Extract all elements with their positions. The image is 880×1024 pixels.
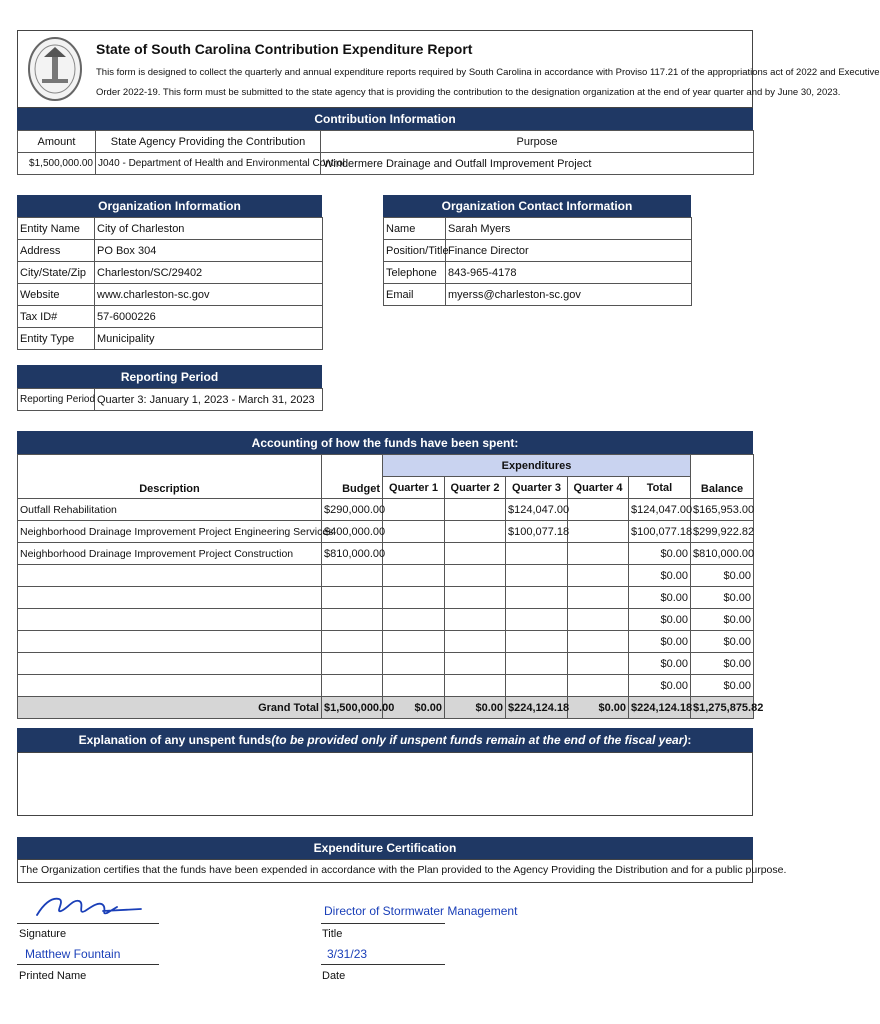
row-description xyxy=(18,565,322,587)
row-quarter4 xyxy=(568,609,629,631)
contact-value: 843-965-4178 xyxy=(446,262,692,284)
row-quarter3 xyxy=(506,653,568,675)
contact-row xyxy=(384,284,692,306)
row-balance: $0.00 xyxy=(691,675,754,697)
row-quarter4 xyxy=(568,631,629,653)
row-budget xyxy=(322,565,383,587)
row-quarter2 xyxy=(445,653,506,675)
row-description xyxy=(18,587,322,609)
table-row xyxy=(18,675,754,697)
row-quarter4 xyxy=(568,499,629,521)
date-label: Date xyxy=(322,970,346,982)
grand-total-label: Grand Total xyxy=(18,697,322,719)
title-label: Title xyxy=(322,928,343,940)
org-info-value: Municipality xyxy=(95,328,323,350)
table-row xyxy=(18,521,754,543)
row-balance: $165,953.00 xyxy=(691,499,754,521)
row-balance: $0.00 xyxy=(691,565,754,587)
row-quarter4 xyxy=(568,543,629,565)
table-row xyxy=(18,587,754,609)
contact-label: Email xyxy=(384,284,446,306)
row-budget xyxy=(322,631,383,653)
contact-row xyxy=(384,218,692,240)
grand-total-total: $224,124.18 xyxy=(629,697,691,719)
row-total: $0.00 xyxy=(629,675,691,697)
table-row xyxy=(18,609,754,631)
row-quarter2 xyxy=(445,521,506,543)
row-budget: $810,000.00 xyxy=(322,543,383,565)
contact-info-heading: Organization Contact Information xyxy=(383,195,691,217)
row-quarter2 xyxy=(445,499,506,521)
org-info-row xyxy=(18,306,323,328)
org-info-label: Entity Name xyxy=(18,218,95,240)
signature-line xyxy=(17,892,159,924)
budget-header: Budget xyxy=(322,455,383,499)
row-quarter2 xyxy=(445,587,506,609)
report-description-line1: This form is designed to collect the quarterly and annual expenditure reports required by South Carolina in accordance with Proviso 117.21 of the appropriations act of 2022 and Executive xyxy=(96,67,880,78)
row-quarter3: $100,077.18 xyxy=(506,521,568,543)
printed-name-value[interactable]: Matthew Fountain xyxy=(17,947,159,965)
report-title: State of South Carolina Contribution Expenditure Report xyxy=(96,41,473,57)
row-quarter4 xyxy=(568,653,629,675)
row-balance: $0.00 xyxy=(691,653,754,675)
purpose-header: Purpose xyxy=(321,131,754,153)
state-seal-icon xyxy=(26,35,84,103)
org-info-table xyxy=(17,217,323,350)
handwritten-signature xyxy=(33,893,143,923)
row-description: Neighborhood Drainage Improvement Project Engineering Services xyxy=(18,521,322,543)
grand-total-q4: $0.00 xyxy=(568,697,629,719)
grand-total-balance: $1,275,875.82 xyxy=(691,697,754,719)
contact-value: Sarah Myers xyxy=(446,218,692,240)
explanation-heading-end: : xyxy=(687,733,692,747)
certification-statement: The Organization certifies that the funds have been expended in accordance with the Plan provided to the Agency Providing the Distribution and for a public purpose. xyxy=(17,859,753,883)
org-info-row xyxy=(18,240,323,262)
contact-info-table xyxy=(383,217,692,306)
row-description xyxy=(18,675,322,697)
grand-total-q2: $0.00 xyxy=(445,697,506,719)
agency-header: State Agency Providing the Contribution xyxy=(96,131,321,153)
printed-name-label: Printed Name xyxy=(19,970,87,982)
grand-total-budget: $1,500,000.00 xyxy=(322,697,383,719)
contact-label: Name xyxy=(384,218,446,240)
row-total: $0.00 xyxy=(629,587,691,609)
row-quarter3 xyxy=(506,631,568,653)
expenditures-header: Expenditures xyxy=(383,455,691,477)
contact-value: Finance Director xyxy=(446,240,692,262)
row-quarter2 xyxy=(445,565,506,587)
date-value[interactable]: 3/31/23 xyxy=(321,947,445,965)
row-balance: $0.00 xyxy=(691,631,754,653)
row-quarter3 xyxy=(506,565,568,587)
row-total: $0.00 xyxy=(629,653,691,675)
total-header: Total xyxy=(629,477,691,499)
signature-label: Signature xyxy=(19,928,67,940)
purpose-value: Windermere Drainage and Outfall Improvement Project xyxy=(321,153,754,175)
row-total: $0.00 xyxy=(629,543,691,565)
grand-total-q3: $224,124.18 xyxy=(506,697,568,719)
amount-value: $1,500,000.00 xyxy=(18,153,96,175)
row-balance: $0.00 xyxy=(691,609,754,631)
org-info-row xyxy=(18,284,323,306)
org-info-row xyxy=(18,218,323,240)
row-quarter1 xyxy=(383,521,445,543)
org-info-row xyxy=(18,262,323,284)
reporting-period-value: Quarter 3: January 1, 2023 - March 31, 2023 xyxy=(95,389,323,411)
explanation-heading-note: (to be provided only if unspent funds remain at the end of the fiscal year) xyxy=(271,733,688,747)
agency-value: J040 - Department of Health and Environmental Control xyxy=(96,153,321,175)
quarter4-header: Quarter 4 xyxy=(568,477,629,499)
org-info-row xyxy=(18,328,323,350)
row-quarter3: $124,047.00 xyxy=(506,499,568,521)
row-budget xyxy=(322,675,383,697)
grand-total-q1: $0.00 xyxy=(383,697,445,719)
row-quarter4 xyxy=(568,587,629,609)
org-info-label: Entity Type xyxy=(18,328,95,350)
org-info-value: PO Box 304 xyxy=(95,240,323,262)
row-quarter2 xyxy=(445,675,506,697)
accounting-heading: Accounting of how the funds have been spent: xyxy=(17,431,753,454)
row-description xyxy=(18,609,322,631)
contact-label: Position/Title xyxy=(384,240,446,262)
certification-heading: Expenditure Certification xyxy=(17,837,753,859)
contribution-table xyxy=(17,130,754,175)
quarter1-header: Quarter 1 xyxy=(383,477,445,499)
table-row xyxy=(18,499,754,521)
row-quarter1 xyxy=(383,565,445,587)
contribution-heading: Contribution Information xyxy=(17,108,753,130)
contact-label: Telephone xyxy=(384,262,446,284)
row-total: $100,077.18 xyxy=(629,521,691,543)
row-total: $0.00 xyxy=(629,565,691,587)
row-quarter2 xyxy=(445,543,506,565)
row-quarter2 xyxy=(445,609,506,631)
row-quarter1 xyxy=(383,499,445,521)
accounting-table xyxy=(17,454,764,719)
amount-header: Amount xyxy=(18,131,96,153)
reporting-period-table xyxy=(17,388,323,411)
table-row xyxy=(18,565,754,587)
reporting-period-label: Reporting Period xyxy=(18,389,95,411)
row-total: $0.00 xyxy=(629,609,691,631)
table-row xyxy=(18,653,754,675)
row-quarter1 xyxy=(383,631,445,653)
contact-value: myerss@charleston-sc.gov xyxy=(446,284,692,306)
description-header: Description xyxy=(18,455,322,499)
explanation-heading xyxy=(17,728,753,752)
org-info-heading: Organization Information xyxy=(17,195,322,217)
org-info-label: Address xyxy=(18,240,95,262)
quarter3-header: Quarter 3 xyxy=(506,477,568,499)
row-total: $0.00 xyxy=(629,631,691,653)
report-description-line2: Order 2022-19. This form must be submitted to the state agency that is providing the contribution to the designation organization at the end of year quarter and by June 30, 2023. xyxy=(96,87,841,98)
report-header xyxy=(17,30,880,108)
row-total: $124,047.00 xyxy=(629,499,691,521)
org-info-label: Tax ID# xyxy=(18,306,95,328)
org-info-value: www.charleston-sc.gov xyxy=(95,284,323,306)
row-quarter3 xyxy=(506,587,568,609)
row-quarter1 xyxy=(383,653,445,675)
org-info-value: Charleston/SC/29402 xyxy=(95,262,323,284)
row-budget: $290,000.00 xyxy=(322,499,383,521)
row-quarter1 xyxy=(383,587,445,609)
grand-total-row xyxy=(18,697,754,719)
row-quarter3 xyxy=(506,675,568,697)
table-row xyxy=(18,543,754,565)
row-quarter4 xyxy=(568,675,629,697)
org-info-label: City/State/Zip xyxy=(18,262,95,284)
org-info-value: City of Charleston xyxy=(95,218,323,240)
row-quarter2 xyxy=(445,631,506,653)
row-description: Outfall Rehabilitation xyxy=(18,499,322,521)
row-balance: $0.00 xyxy=(691,587,754,609)
row-balance: $810,000.00 xyxy=(691,543,754,565)
contact-row xyxy=(384,240,692,262)
row-quarter3 xyxy=(506,609,568,631)
contact-row xyxy=(384,262,692,284)
quarter2-header: Quarter 2 xyxy=(445,477,506,499)
table-row xyxy=(18,631,754,653)
title-value[interactable]: Director of Stormwater Management xyxy=(321,904,445,924)
row-quarter3 xyxy=(506,543,568,565)
org-info-value: 57-6000226 xyxy=(95,306,323,328)
row-quarter4 xyxy=(568,521,629,543)
row-description: Neighborhood Drainage Improvement Project Construction xyxy=(18,543,322,565)
explanation-textbox[interactable] xyxy=(17,752,753,816)
row-description xyxy=(18,653,322,675)
row-budget xyxy=(322,609,383,631)
row-quarter1 xyxy=(383,675,445,697)
explanation-heading-main: Explanation of any unspent funds xyxy=(78,733,272,747)
row-budget xyxy=(322,653,383,675)
row-budget xyxy=(322,587,383,609)
row-quarter4 xyxy=(568,565,629,587)
balance-header: Balance xyxy=(691,455,754,499)
row-quarter1 xyxy=(383,609,445,631)
row-description xyxy=(18,631,322,653)
org-info-label: Website xyxy=(18,284,95,306)
reporting-period-heading: Reporting Period xyxy=(17,365,322,388)
row-quarter1 xyxy=(383,543,445,565)
row-balance: $299,922.82 xyxy=(691,521,754,543)
row-budget: $400,000.00 xyxy=(322,521,383,543)
